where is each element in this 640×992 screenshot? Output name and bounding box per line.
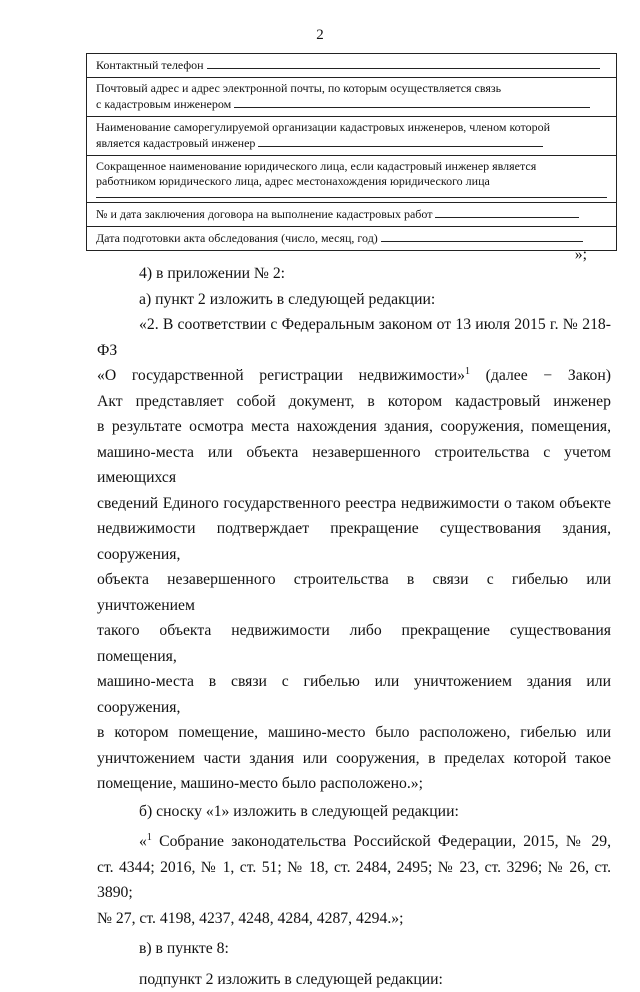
- p2-line: в котором помещение, машино-место было расположено, гибелью или: [97, 720, 611, 746]
- contract-cell: [87, 203, 617, 227]
- footnote-line: № 27, ст. 4198, 4237, 4248, 4284, 4287, 4294.»;: [97, 906, 611, 932]
- sro-cell: [87, 117, 617, 156]
- fill-line: [234, 96, 590, 108]
- footnote-mark: 1: [147, 832, 152, 843]
- postal-email-label: Почтовый адрес и адрес электронной почты, по которым осуществляется связь: [96, 81, 607, 96]
- p2-line: объекта незавершенного строительства в связи с гибелью или уничтожением: [97, 567, 611, 618]
- fill-line: [435, 206, 579, 218]
- fill-line: [258, 135, 543, 147]
- form-table: [86, 53, 617, 251]
- footnote-line: ст. 4344; 2016, № 1, ст. 51; № 18, ст. 2484, 2495; № 23, ст. 3296; № 26, ст. 3890;: [97, 855, 611, 906]
- law-suffix: (далее − Закон): [470, 367, 611, 384]
- p2-line: уничтожением части здания или сооружения, в пределах которой такое: [97, 746, 611, 772]
- legal-entity-label-cont: работником юридического лица, адрес местонахождения юридического лица: [96, 174, 607, 189]
- footnote-mark: 1: [465, 366, 470, 377]
- sro-label: Наименование саморегулируемой организации кадастровых инженеров, членом которой: [96, 120, 607, 135]
- fill-line: [207, 57, 600, 69]
- p2-line: [97, 363, 611, 389]
- law-name: «О государственной регистрации недвижимости»: [97, 367, 465, 384]
- legal-entity-label: Сокращенное наименование юридического лица, если кадастровый инженер является: [96, 159, 607, 174]
- contact-phone-label: Контактный телефон: [96, 58, 204, 72]
- p2-line: машино-места в связи с гибелью или уничтожением здания или сооружения,: [97, 669, 611, 720]
- document-body: [97, 261, 611, 992]
- table-row: [87, 54, 617, 78]
- fill-line: [381, 230, 583, 242]
- p2-line: Акт представляет собой документ, в котором кадастровый инженер: [97, 389, 611, 415]
- p2-line: машино-места или объекта незавершенного строительства с учетом имеющихся: [97, 440, 611, 491]
- p2-line: помещение, машино-место было расположено.»;: [97, 771, 611, 797]
- postal-email-cell: [87, 78, 617, 117]
- sro-label-cont: является кадастровый инженер: [96, 136, 255, 150]
- p2-line: недвижимости подтверждает прекращение существования здания, сооружения,: [97, 516, 611, 567]
- closing-quote: »;: [97, 243, 611, 267]
- table-row: [87, 78, 617, 117]
- item-4: 4) в приложении № 2:: [97, 261, 611, 287]
- footnote-line: [97, 829, 611, 855]
- legal-entity-cell: [87, 156, 617, 203]
- page-number: 2: [0, 27, 640, 44]
- contract-label: № и дата заключения договора на выполнение кадастровых работ: [96, 207, 432, 221]
- act-date-label: Дата подготовки акта обследования (число, месяц, год): [96, 231, 378, 245]
- p2-line: «2. В соответствии с Федеральным законом от 13 июля 2015 г. № 218-ФЗ: [97, 312, 611, 363]
- table-row: [87, 203, 617, 227]
- footnote-text: Собрание законодательства Российской Федерации, 2015, № 29,: [152, 833, 611, 850]
- fill-line: [96, 189, 607, 198]
- p2-line: в результате осмотра места нахождения здания, сооружения, помещения,: [97, 414, 611, 440]
- item-a: а) пункт 2 изложить в следующей редакции:: [97, 287, 611, 313]
- postal-email-label-cont: с кадастровым инженером: [96, 97, 231, 111]
- item-v: в) в пункте 8:: [97, 936, 611, 962]
- contact-phone-cell: [87, 54, 617, 78]
- table-row: [87, 156, 617, 203]
- p2-line: такого объекта недвижимости либо прекращение существования помещения,: [97, 618, 611, 669]
- item-b: б) сноску «1» изложить в следующей редакции:: [97, 799, 611, 825]
- footnote-open-quote: «: [139, 833, 147, 850]
- table-row: [87, 117, 617, 156]
- subitem-2: подпункт 2 изложить в следующей редакции:: [97, 967, 611, 992]
- p2-line: сведений Единого государственного реестра недвижимости о таком объекте: [97, 491, 611, 517]
